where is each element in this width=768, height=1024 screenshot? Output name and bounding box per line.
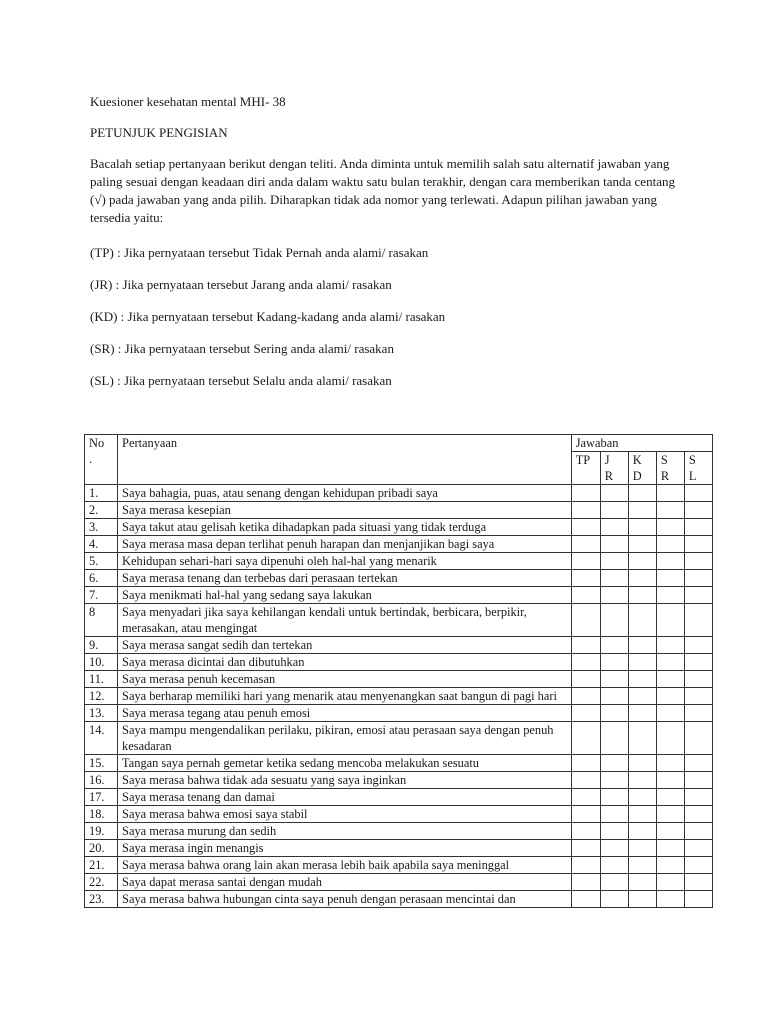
table-row <box>85 840 713 857</box>
row-number: 18. <box>85 806 118 823</box>
row-question: Saya merasa murung dan sedih <box>118 823 572 840</box>
answer-cell-tp[interactable] <box>571 604 600 637</box>
answer-cell-sl[interactable] <box>684 874 712 891</box>
answer-cell-sl[interactable] <box>684 755 712 772</box>
table-row <box>85 705 713 722</box>
answer-cell-sr[interactable] <box>656 705 684 722</box>
answer-cell-jr[interactable] <box>600 772 628 789</box>
answer-cell-sr[interactable] <box>656 857 684 874</box>
answer-cell-sr[interactable] <box>656 671 684 688</box>
header-tp: TP <box>571 452 600 485</box>
row-number: 8 <box>85 604 118 637</box>
answer-cell-sl[interactable] <box>684 587 712 604</box>
row-question: Saya menyadari jika saya kehilangan kendali untuk bertindak, berbicara, berpikir, merasakan, atau mengingat <box>118 604 572 637</box>
header-sl: S L <box>684 452 712 485</box>
answer-cell-kd[interactable] <box>628 637 656 654</box>
option-tp: (TP) : Jika pernyataan tersebut Tidak Pernah anda alami/ rasakan <box>90 245 429 260</box>
answer-cell-tp[interactable] <box>571 553 600 570</box>
header-kd: K D <box>628 452 656 485</box>
row-number: 23. <box>85 891 118 908</box>
table-row <box>85 688 713 705</box>
answer-cell-sl[interactable] <box>684 857 712 874</box>
row-number: 10. <box>85 654 118 671</box>
answer-cell-kd[interactable] <box>628 553 656 570</box>
answer-cell-tp[interactable] <box>571 891 600 908</box>
answer-cell-sl[interactable] <box>684 772 712 789</box>
answer-cell-jr[interactable] <box>600 519 628 536</box>
document-title: Kuesioner kesehatan mental MHI- 38 <box>90 94 286 109</box>
answer-cell-sr[interactable] <box>656 637 684 654</box>
answer-cell-jr[interactable] <box>600 874 628 891</box>
row-question: Saya merasa ingin menangis <box>118 840 572 857</box>
option-jr: (JR) : Jika pernyataan tersebut Jarang anda alami/ rasakan <box>90 277 392 292</box>
answer-cell-sr[interactable] <box>656 604 684 637</box>
answer-cell-sr[interactable] <box>656 891 684 908</box>
row-number: 1. <box>85 485 118 502</box>
row-number: 3. <box>85 519 118 536</box>
table-row <box>85 789 713 806</box>
table-header-row <box>85 435 713 452</box>
table-row <box>85 604 713 637</box>
answer-cell-kd[interactable] <box>628 772 656 789</box>
answer-cell-tp[interactable] <box>571 519 600 536</box>
row-number: 16. <box>85 772 118 789</box>
answer-cell-sr[interactable] <box>656 587 684 604</box>
table-row <box>85 485 713 502</box>
answer-cell-jr[interactable] <box>600 789 628 806</box>
answer-cell-sr[interactable] <box>656 502 684 519</box>
answer-cell-tp[interactable] <box>571 755 600 772</box>
row-question: Saya merasa sangat sedih dan tertekan <box>118 637 572 654</box>
instructions-paragraph: Bacalah setiap pertanyaan berikut dengan teliti. Anda diminta untuk memilih salah satu alternatif jawaban yang paling sesuai dengan keadaan diri anda dalam waktu satu bulan terakhir, dengan cara memberikan tanda centang (√) pada jawaban yang anda pilih. Diharapkan tidak ada nomor yang terlewati. Adapun pilihan jawaban yang tersedia yaitu: <box>90 156 675 225</box>
row-number: 4. <box>85 536 118 553</box>
answer-cell-kd[interactable] <box>628 755 656 772</box>
answer-cell-kd[interactable] <box>628 671 656 688</box>
answer-cell-sr[interactable] <box>656 688 684 705</box>
row-number: 2. <box>85 502 118 519</box>
row-question: Saya merasa bahwa orang lain akan merasa lebih baik apabila saya meninggal <box>118 857 572 874</box>
answer-cell-sl[interactable] <box>684 722 712 755</box>
answer-cell-kd[interactable] <box>628 485 656 502</box>
table-row <box>85 637 713 654</box>
answer-cell-sl[interactable] <box>684 502 712 519</box>
table-row <box>85 891 713 908</box>
answer-cell-kd[interactable] <box>628 519 656 536</box>
row-number: 7. <box>85 587 118 604</box>
answer-cell-sl[interactable] <box>684 570 712 587</box>
table-row <box>85 536 713 553</box>
answer-cell-kd[interactable] <box>628 705 656 722</box>
header-jr: J R <box>600 452 628 485</box>
answer-cell-sr[interactable] <box>656 485 684 502</box>
row-number: 6. <box>85 570 118 587</box>
answer-cell-kd[interactable] <box>628 823 656 840</box>
answer-cell-tp[interactable] <box>571 502 600 519</box>
answer-cell-tp[interactable] <box>571 570 600 587</box>
row-number: 13. <box>85 705 118 722</box>
row-number: 12. <box>85 688 118 705</box>
row-question: Saya merasa tenang dan damai <box>118 789 572 806</box>
table-row <box>85 755 713 772</box>
row-question: Saya merasa masa depan terlihat penuh harapan dan menjanjikan bagi saya <box>118 536 572 553</box>
answer-cell-sl[interactable] <box>684 705 712 722</box>
answer-cell-jr[interactable] <box>600 570 628 587</box>
answer-cell-jr[interactable] <box>600 485 628 502</box>
answer-cell-sl[interactable] <box>684 604 712 637</box>
answer-cell-tp[interactable] <box>571 536 600 553</box>
table-row <box>85 722 713 755</box>
table-body <box>85 485 713 908</box>
answer-options-list <box>90 244 690 404</box>
answer-cell-jr[interactable] <box>600 604 628 637</box>
answer-cell-sl[interactable] <box>684 536 712 553</box>
answer-cell-jr[interactable] <box>600 502 628 519</box>
answer-cell-sr[interactable] <box>656 654 684 671</box>
answer-cell-kd[interactable] <box>628 536 656 553</box>
answer-cell-sr[interactable] <box>656 874 684 891</box>
row-question: Saya merasa bahwa emosi saya stabil <box>118 806 572 823</box>
answer-cell-sr[interactable] <box>656 772 684 789</box>
answer-cell-kd[interactable] <box>628 502 656 519</box>
table-row <box>85 570 713 587</box>
answer-cell-tp[interactable] <box>571 857 600 874</box>
table-row <box>85 806 713 823</box>
answer-cell-sl[interactable] <box>684 688 712 705</box>
answer-cell-sl[interactable] <box>684 891 712 908</box>
answer-cell-jr[interactable] <box>600 587 628 604</box>
answer-cell-kd[interactable] <box>628 857 656 874</box>
row-question: Saya mampu mengendalikan perilaku, pikiran, emosi atau perasaan saya dengan penuh kesadaran <box>118 722 572 755</box>
instructions-heading: PETUNJUK PENGISIAN <box>90 125 228 140</box>
answer-cell-tp[interactable] <box>571 722 600 755</box>
row-number: 21. <box>85 857 118 874</box>
answer-cell-sl[interactable] <box>684 553 712 570</box>
row-question: Saya merasa penuh kecemasan <box>118 671 572 688</box>
answer-cell-sr[interactable] <box>656 519 684 536</box>
row-number: 15. <box>85 755 118 772</box>
answer-cell-sl[interactable] <box>684 823 712 840</box>
answer-cell-tp[interactable] <box>571 840 600 857</box>
answer-cell-tp[interactable] <box>571 654 600 671</box>
answer-cell-jr[interactable] <box>600 637 628 654</box>
option-kd: (KD) : Jika pernyataan tersebut Kadang-kadang anda alami/ rasakan <box>90 309 446 324</box>
row-number: 22. <box>85 874 118 891</box>
answer-cell-tp[interactable] <box>571 688 600 705</box>
row-question: Saya merasa bahwa tidak ada sesuatu yang saya inginkan <box>118 772 572 789</box>
answer-cell-kd[interactable] <box>628 891 656 908</box>
answer-cell-jr[interactable] <box>600 688 628 705</box>
row-number: 17. <box>85 789 118 806</box>
questionnaire-table <box>84 434 713 908</box>
row-question: Saya menikmati hal-hal yang sedang saya lakukan <box>118 587 572 604</box>
answer-cell-jr[interactable] <box>600 654 628 671</box>
table-row <box>85 823 713 840</box>
answer-cell-kd[interactable] <box>628 789 656 806</box>
answer-cell-kd[interactable] <box>628 874 656 891</box>
row-question: Saya takut atau gelisah ketika dihadapkan pada situasi yang tidak terduga <box>118 519 572 536</box>
table-row <box>85 772 713 789</box>
answer-cell-tp[interactable] <box>571 671 600 688</box>
row-question: Tangan saya pernah gemetar ketika sedang mencoba melakukan sesuatu <box>118 755 572 772</box>
table-row <box>85 519 713 536</box>
answer-cell-tp[interactable] <box>571 789 600 806</box>
row-question: Saya merasa dicintai dan dibutuhkan <box>118 654 572 671</box>
answer-cell-sr[interactable] <box>656 536 684 553</box>
header-no: No . <box>85 435 118 485</box>
table-row <box>85 587 713 604</box>
answer-cell-kd[interactable] <box>628 806 656 823</box>
answer-cell-kd[interactable] <box>628 587 656 604</box>
row-question: Saya berharap memiliki hari yang menarik atau menyenangkan saat bangun di pagi hari <box>118 688 572 705</box>
row-number: 9. <box>85 637 118 654</box>
answer-cell-jr[interactable] <box>600 705 628 722</box>
table-row <box>85 553 713 570</box>
answer-cell-sl[interactable] <box>684 637 712 654</box>
row-number: 5. <box>85 553 118 570</box>
answer-cell-tp[interactable] <box>571 823 600 840</box>
option-sr: (SR) : Jika pernyataan tersebut Sering anda alami/ rasakan <box>90 341 394 356</box>
row-number: 19. <box>85 823 118 840</box>
answer-cell-tp[interactable] <box>571 485 600 502</box>
row-question: Saya merasa tenang dan terbebas dari perasaan tertekan <box>118 570 572 587</box>
header-sr: S R <box>656 452 684 485</box>
answer-cell-sr[interactable] <box>656 789 684 806</box>
answer-cell-kd[interactable] <box>628 840 656 857</box>
answer-cell-jr[interactable] <box>600 553 628 570</box>
table-row <box>85 857 713 874</box>
answer-cell-sl[interactable] <box>684 654 712 671</box>
answer-cell-sl[interactable] <box>684 485 712 502</box>
answer-cell-sr[interactable] <box>656 823 684 840</box>
answer-cell-sl[interactable] <box>684 671 712 688</box>
table-row <box>85 502 713 519</box>
row-question: Saya merasa kesepian <box>118 502 572 519</box>
answer-cell-sl[interactable] <box>684 806 712 823</box>
answer-cell-sr[interactable] <box>656 755 684 772</box>
table-row <box>85 671 713 688</box>
answer-cell-jr[interactable] <box>600 891 628 908</box>
answer-cell-tp[interactable] <box>571 705 600 722</box>
answer-cell-sr[interactable] <box>656 570 684 587</box>
answer-cell-sr[interactable] <box>656 722 684 755</box>
answer-cell-tp[interactable] <box>571 806 600 823</box>
answer-cell-jr[interactable] <box>600 806 628 823</box>
answer-cell-sr[interactable] <box>656 553 684 570</box>
answer-cell-tp[interactable] <box>571 772 600 789</box>
header-answer: Jawaban <box>571 435 712 452</box>
answer-cell-sr[interactable] <box>656 806 684 823</box>
row-number: 11. <box>85 671 118 688</box>
answer-cell-jr[interactable] <box>600 536 628 553</box>
answer-cell-jr[interactable] <box>600 755 628 772</box>
answer-cell-sl[interactable] <box>684 840 712 857</box>
answer-cell-kd[interactable] <box>628 604 656 637</box>
table-row <box>85 654 713 671</box>
answer-cell-kd[interactable] <box>628 688 656 705</box>
answer-cell-jr[interactable] <box>600 671 628 688</box>
row-number: 20. <box>85 840 118 857</box>
row-question: Kehidupan sehari-hari saya dipenuhi oleh hal-hal yang menarik <box>118 553 572 570</box>
answer-cell-tp[interactable] <box>571 874 600 891</box>
answer-cell-kd[interactable] <box>628 722 656 755</box>
answer-cell-jr[interactable] <box>600 823 628 840</box>
answer-cell-sr[interactable] <box>656 840 684 857</box>
row-question: Saya bahagia, puas, atau senang dengan kehidupan pribadi saya <box>118 485 572 502</box>
option-sl: (SL) : Jika pernyataan tersebut Selalu anda alami/ rasakan <box>90 373 392 388</box>
row-number: 14. <box>85 722 118 755</box>
row-question: Saya dapat merasa santai dengan mudah <box>118 874 572 891</box>
answer-cell-jr[interactable] <box>600 722 628 755</box>
row-question: Saya merasa tegang atau penuh emosi <box>118 705 572 722</box>
answer-cell-jr[interactable] <box>600 840 628 857</box>
answer-cell-jr[interactable] <box>600 857 628 874</box>
table-row <box>85 874 713 891</box>
answer-cell-sl[interactable] <box>684 789 712 806</box>
answer-cell-tp[interactable] <box>571 637 600 654</box>
answer-cell-tp[interactable] <box>571 587 600 604</box>
header-question: Pertanyaan <box>118 435 572 485</box>
row-question: Saya merasa bahwa hubungan cinta saya penuh dengan perasaan mencintai dan <box>118 891 572 908</box>
answer-cell-kd[interactable] <box>628 654 656 671</box>
answer-cell-sl[interactable] <box>684 519 712 536</box>
answer-cell-kd[interactable] <box>628 570 656 587</box>
